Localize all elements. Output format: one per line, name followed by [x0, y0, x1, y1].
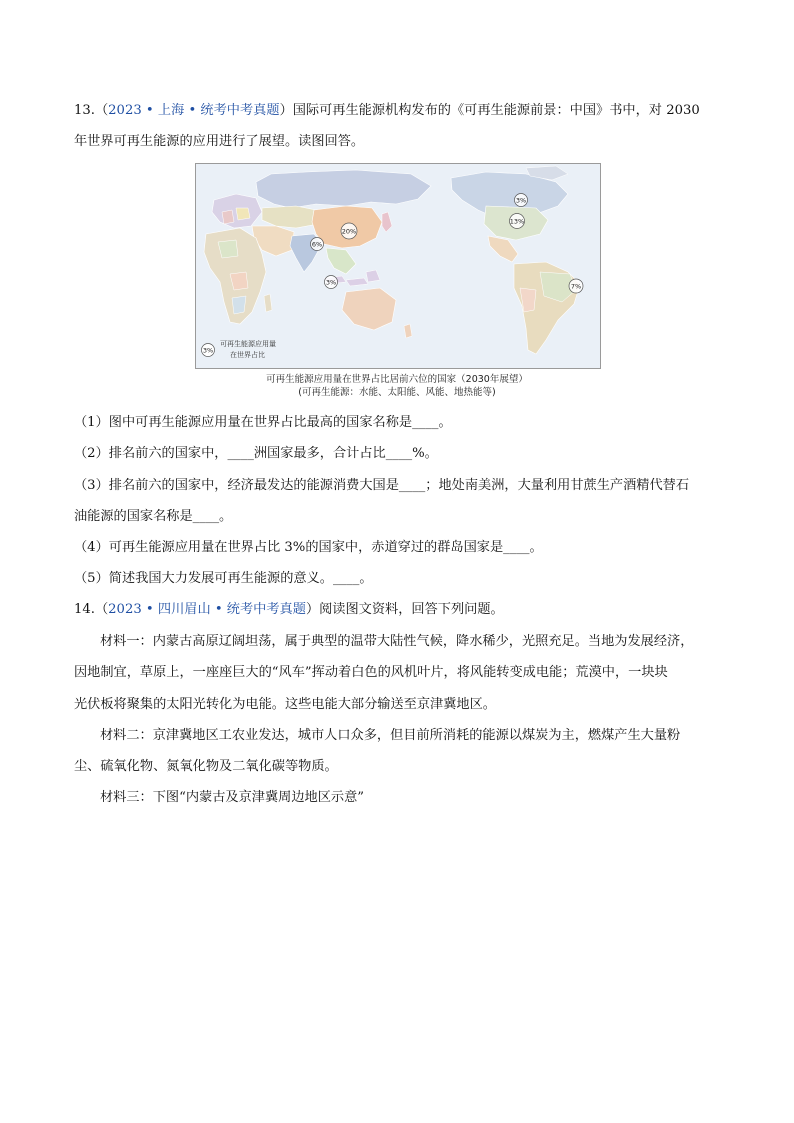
q14-source-tag[interactable]: 2023 • 四川眉山 • 统考中考真题 [108, 602, 306, 617]
q14-material1-line3: 光伏板将聚集的太阳光转化为电能。这些电能大部分输送至京津冀地区。 [74, 697, 496, 712]
legend-line2: 在世界占比 [230, 351, 265, 359]
legend-line1: 可再生能源应用量 [220, 340, 276, 348]
q14-stem-text: 阅读图文资料，回答下列问题。 [319, 602, 504, 617]
q13-source-tag[interactable]: 2023 • 上海 • 统考中考真题 [108, 103, 280, 118]
q13-sub3-line1: （3）排名前六的国家中，经济最发达的能源消费大国是____；地处南美洲，大量利用甘蔗生产酒精代替石 [74, 478, 690, 493]
map-caption-title: 可再生能源应用量在世界占比居前六位的国家（2030年展望） [266, 374, 528, 385]
legend-sample: 3% [202, 346, 214, 355]
q13-sub2: （2）排名前六的国家中，____洲国家最多，合计占比____%。 [74, 446, 438, 461]
q13-source-close: ） [279, 103, 293, 118]
q13-source-open: （ [94, 103, 109, 118]
q14-stem [74, 600, 734, 620]
marker-label-india: 6% [311, 240, 323, 249]
q14-material1-line1: 材料一：内蒙古高原辽阔坦荡，属于典型的温带大陆性气候，降水稀少，光照充足。当地为发展经济， [100, 634, 694, 649]
world-map [196, 164, 600, 368]
marker-label-canada: 3% [515, 196, 527, 205]
world-map-figure [195, 163, 601, 369]
q13-stem-line1 [74, 101, 734, 121]
q14-source-close: ） [305, 602, 320, 617]
marker-china [341, 223, 357, 239]
q14-material1-line2: 因地制宜，草原上，一座座巨大的“风车”挥动着白色的风机叶片，将风能转变成电能；荒漠中，一块块 [74, 665, 668, 680]
q13-sub5: （5）简述我国大力发展可再生能源的意义。____。 [74, 571, 373, 586]
q13-sub1: （1）图中可再生能源应用量在世界占比最高的国家名称是____。 [74, 415, 452, 430]
q14-source-open: （ [94, 602, 109, 617]
marker-label-indonesia: 3% [325, 278, 337, 287]
marker-label-brazil: 7% [570, 282, 582, 291]
marker-brazil [569, 279, 583, 293]
q13-sub4: （4）可再生能源应用量在世界占比 3%的国家中，赤道穿过的群岛国家是____。 [74, 540, 543, 555]
q14-material3: 材料三：下图“内蒙古及京津冀周边地区示意” [100, 790, 365, 805]
q14-material2-line2: 尘、硫氧化物、氮氧化物及二氧化碳等物质。 [74, 759, 338, 774]
q13-stem-line2: 年世界可再生能源的应用进行了展望。读图回答。 [74, 134, 365, 149]
map-caption-note: (可再生能源：水能、太阳能、风能、地热能等) [298, 387, 496, 398]
marker-indonesia [325, 276, 338, 289]
q13-number: 13. [74, 103, 95, 118]
q13-sub3-line2: 油能源的国家名称是____。 [74, 509, 233, 524]
marker-india [311, 238, 324, 251]
marker-label-usa: 13% [509, 217, 525, 226]
q13-stem-text: 国际可再生能源机构发布的《可再生能源前景：中国》书中，对 2030 [292, 103, 700, 118]
q14-number: 14. [74, 602, 95, 617]
q14-material2-line1: 材料二：京津冀地区工农业发达，城市人口众多，但目前所消耗的能源以煤炭为主，燃煤产生大量粉 [100, 728, 681, 743]
marker-label-china: 20% [341, 227, 357, 236]
marker-canada [515, 194, 528, 207]
marker-usa [510, 214, 525, 229]
